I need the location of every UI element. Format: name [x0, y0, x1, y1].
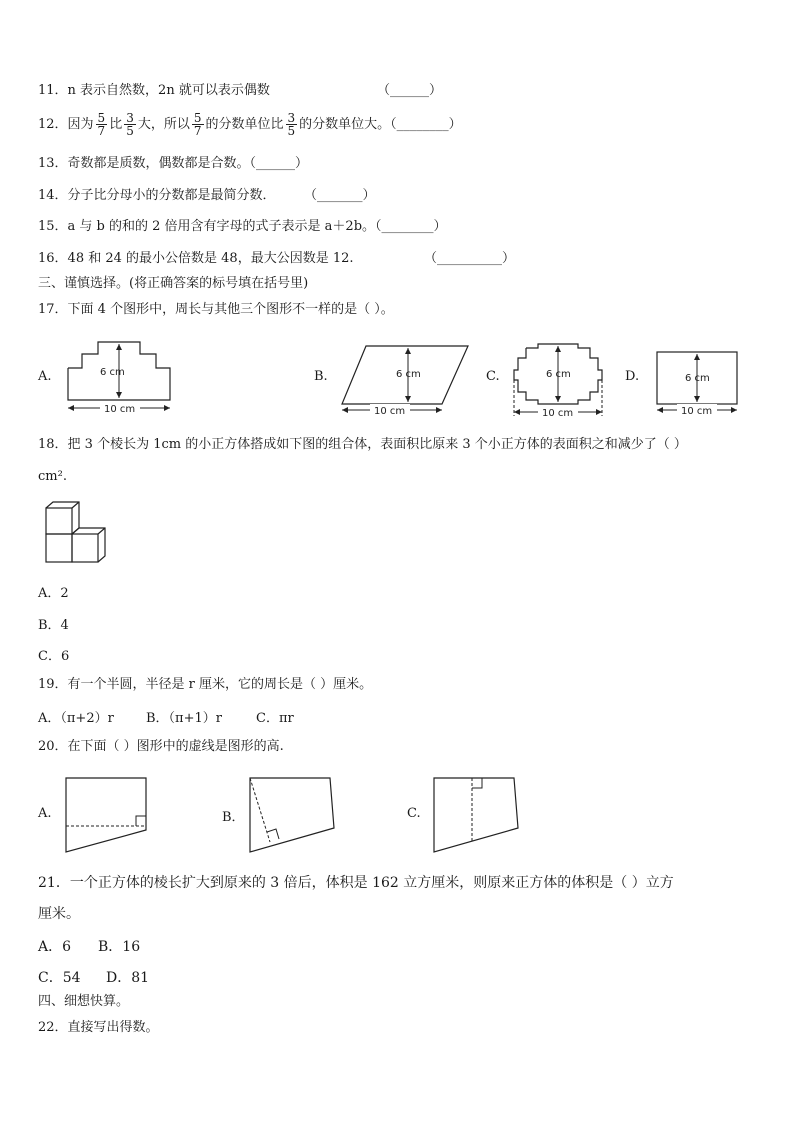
option-b-label[interactable]: B.	[314, 369, 328, 384]
option-a[interactable]: A．2	[38, 586, 69, 601]
figure-17c-stepped-octagon	[508, 340, 608, 420]
height-label: 6 cm	[100, 367, 125, 378]
question-18: 18．把 3 个棱长为 1cm 的小正方体搭成如下图的组合体，表面积比原来 3 个小正方体的表面积之和减少了（ ）	[38, 437, 687, 452]
question-12-answer-blank[interactable]: 的分数单位大。（________）	[299, 117, 462, 132]
width-label: 10 cm	[681, 406, 713, 417]
question-12: 12．因为 $\frac{5}{7}$ 比 $\frac{3}{5}$ 大，所以 $\frac{5}{7}$ 的分数单位比 $\frac{3}{5}$ 的分数单位大。（________）	[38, 111, 462, 138]
fraction-3-5: $\frac{3}{5}$	[126, 111, 134, 138]
option-a-label[interactable]: A.	[38, 369, 52, 384]
question-13: 13．奇数都是质数，偶数都是合数。（______）	[38, 156, 309, 171]
fraction-3-5: $\frac{3}{5}$	[287, 111, 296, 138]
question-20: 20．在下面（ ）图形中的虚线是图形的高.	[38, 739, 284, 754]
question-17: 17．下面 4 个图形中，周长与其他三个图形不一样的是（ ）。	[38, 302, 394, 317]
option-a[interactable]: A．6	[38, 939, 72, 955]
height-label: 6 cm	[396, 369, 421, 380]
option-a[interactable]: A．（π+2）r	[38, 711, 114, 726]
figure-20b-quadrilateral	[246, 774, 338, 856]
figure-20a-trapezoid	[62, 774, 152, 856]
option-b-label[interactable]: B．	[222, 810, 245, 825]
option-c[interactable]: C．6	[38, 649, 70, 664]
option-c-label[interactable]: C.	[407, 806, 421, 821]
question-18-unit: cm².	[38, 469, 67, 484]
question-15: 15．a 与 b 的和的 2 倍用含有字母的式子表示是 a＋2b。（________）	[38, 219, 447, 234]
question-14-answer-blank[interactable]: （_______）	[304, 188, 376, 203]
question-22: 22．直接写出得数。	[38, 1020, 159, 1035]
figure-20c-trapezoid	[430, 774, 522, 856]
width-label: 10 cm	[104, 404, 136, 415]
option-c[interactable]: C．54	[38, 970, 81, 986]
question-14: 14．分子比分母小的分数都是最简分数．	[38, 188, 276, 203]
section-4-heading: 四、细想快算。	[38, 994, 130, 1009]
option-d-label[interactable]: D.	[625, 369, 640, 384]
figure-17b-parallelogram	[340, 340, 470, 418]
question-11-answer-blank[interactable]: （______）	[377, 83, 443, 98]
option-a-label[interactable]: A.	[38, 806, 52, 821]
section-3-heading: 三、谨慎选择。(将正确答案的标号填在括号里)	[38, 276, 309, 291]
option-d[interactable]: D．81	[106, 970, 150, 986]
width-label: 10 cm	[374, 406, 406, 417]
option-b[interactable]: B．4	[38, 618, 69, 633]
question-21: 21．一个正方体的棱长扩大到原来的 3 倍后，体积是 162 立方厘米，则原来正方体的体积是（ ）立方	[38, 875, 674, 891]
fraction-5-7: $\frac{5}{7}$	[97, 111, 106, 138]
fraction-5-7: $\frac{5}{7}$	[193, 111, 202, 138]
question-21-cont: 厘米。	[38, 906, 80, 922]
option-c-label[interactable]: C.	[486, 369, 500, 384]
question-16: 16．48 和 24 的最小公倍数是 48，最大公因数是 12.	[38, 251, 354, 266]
question-19: 19．有一个半圆，半径是 r 厘米，它的周长是（ ）厘米。	[38, 677, 373, 692]
figure-17d-rectangle	[653, 346, 743, 418]
height-label: 6 cm	[685, 373, 710, 384]
figure-17a-stepped-shape	[64, 338, 176, 418]
height-label: 6 cm	[546, 369, 571, 380]
width-label: 10 cm	[542, 408, 574, 419]
question-11	[38, 82, 270, 100]
option-b[interactable]: B．16	[98, 939, 141, 955]
question-11-text: 11．n 表示自然数，2n 就可以表示偶数	[38, 83, 270, 98]
question-16-answer-blank[interactable]: （__________）	[424, 251, 516, 266]
figure-18-cubes	[44, 500, 108, 566]
option-c[interactable]: C．πr	[256, 711, 294, 726]
option-b[interactable]: B．（π+1）r	[146, 711, 222, 726]
